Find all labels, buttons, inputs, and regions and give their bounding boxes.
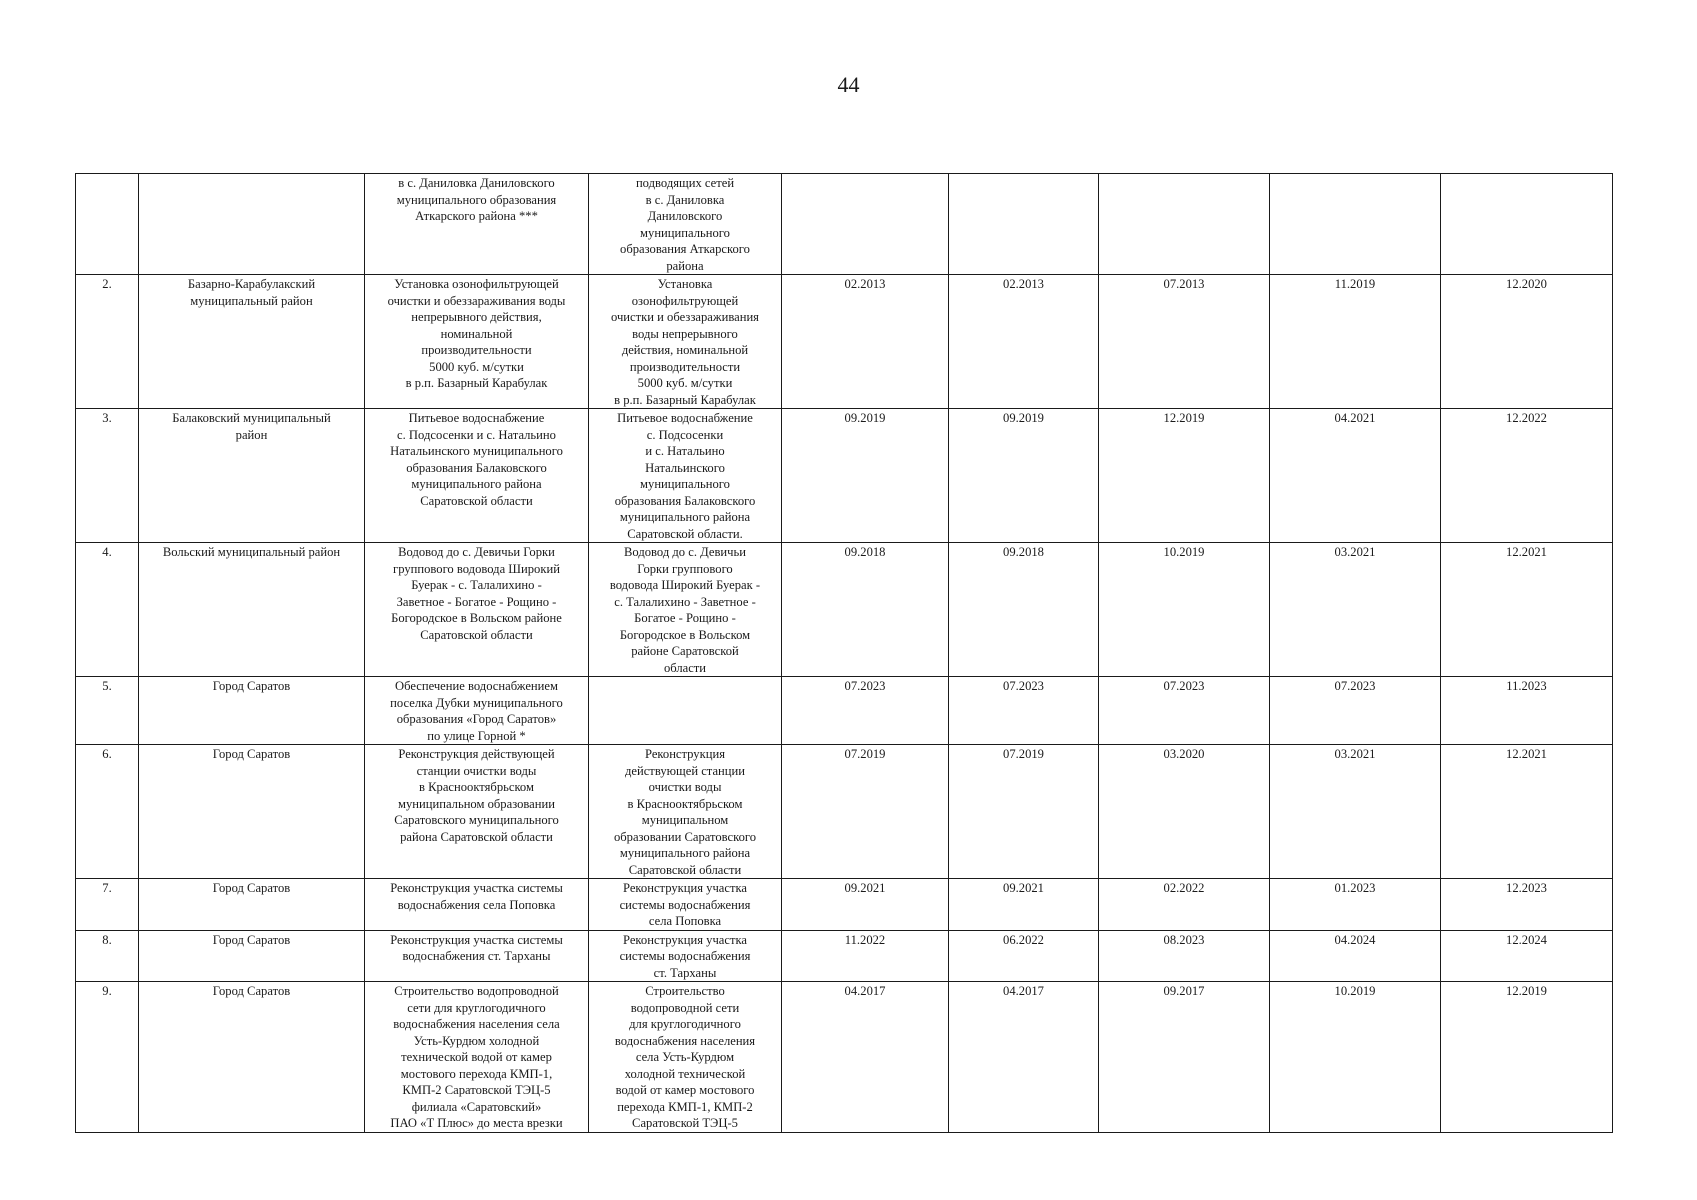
date-cell-3: 09.2017 bbox=[1099, 982, 1270, 1133]
date-cell-4: 10.2019 bbox=[1270, 982, 1441, 1133]
table-row bbox=[76, 879, 1613, 931]
row-number: 5. bbox=[76, 677, 139, 745]
date-cell-3: 07.2013 bbox=[1099, 275, 1270, 409]
date-cell-2: 09.2018 bbox=[949, 543, 1099, 677]
district-cell: Город Саратов bbox=[139, 982, 365, 1133]
table-row bbox=[76, 275, 1613, 409]
page-number: 44 bbox=[837, 72, 860, 97]
district-cell: Город Саратов bbox=[139, 879, 365, 931]
district-cell: Город Саратов bbox=[139, 930, 365, 982]
date-cell-5: 12.2022 bbox=[1441, 409, 1613, 543]
row-number: 3. bbox=[76, 409, 139, 543]
date-cell-2: 02.2013 bbox=[949, 275, 1099, 409]
object-cell: Обеспечение водоснабжением поселка Дубки муниципального образования «Город Саратов» по улице Горной * bbox=[365, 677, 589, 745]
object-cell: Установка озонофильтрующей очистки и обеззараживания воды непрерывного действия, номинальной производительности 5000 куб. м/сутки в р.п. Базарный Карабулак bbox=[365, 275, 589, 409]
description-cell bbox=[589, 677, 782, 745]
date-cell-4: 11.2019 bbox=[1270, 275, 1441, 409]
description-cell: подводящих сетей в с. Даниловка Даниловского муниципального образования Аткарского района bbox=[589, 174, 782, 275]
row-number: 8. bbox=[76, 930, 139, 982]
date-cell-5: 12.2024 bbox=[1441, 930, 1613, 982]
date-cell-1: 04.2017 bbox=[782, 982, 949, 1133]
date-cell-3: 07.2023 bbox=[1099, 677, 1270, 745]
row-number: 2. bbox=[76, 275, 139, 409]
date-cell-3: 10.2019 bbox=[1099, 543, 1270, 677]
description-cell: Водовод до с. Девичьи Горки группового водовода Широкий Буерак - с. Талалихино - Заветное - Богатое - Рощино - Богородское в Вольском районе Саратовской области bbox=[589, 543, 782, 677]
object-cell: Питьевое водоснабжение с. Подсосенки и с. Натальино Натальинского муниципального образования Балаковского муниципального района Саратовской области bbox=[365, 409, 589, 543]
object-cell: Реконструкция участка системы водоснабжения села Поповка bbox=[365, 879, 589, 931]
date-cell-4: 03.2021 bbox=[1270, 745, 1441, 879]
date-cell-4: 03.2021 bbox=[1270, 543, 1441, 677]
date-cell-1: 02.2013 bbox=[782, 275, 949, 409]
district-cell: Город Саратов bbox=[139, 677, 365, 745]
date-cell-5: 12.2020 bbox=[1441, 275, 1613, 409]
table-row bbox=[76, 745, 1613, 879]
date-cell-1: 09.2021 bbox=[782, 879, 949, 931]
date-cell-5: 12.2021 bbox=[1441, 745, 1613, 879]
description-cell: Реконструкция участка системы водоснабжения ст. Тарханы bbox=[589, 930, 782, 982]
date-cell-4: 04.2021 bbox=[1270, 409, 1441, 543]
date-cell-5: 12.2019 bbox=[1441, 982, 1613, 1133]
date-cell-1: 09.2018 bbox=[782, 543, 949, 677]
description-cell: Реконструкция участка системы водоснабжения села Поповка bbox=[589, 879, 782, 931]
date-cell-3 bbox=[1099, 174, 1270, 275]
date-cell-2 bbox=[949, 174, 1099, 275]
table-row bbox=[76, 174, 1613, 275]
date-cell-3: 03.2020 bbox=[1099, 745, 1270, 879]
date-cell-5 bbox=[1441, 174, 1613, 275]
date-cell-2: 07.2019 bbox=[949, 745, 1099, 879]
date-cell-3: 12.2019 bbox=[1099, 409, 1270, 543]
row-number: 7. bbox=[76, 879, 139, 931]
description-cell: Строительство водопроводной сети для круглогодичного водоснабжения населения села Усть-Курдюм холодной технической водой от камер мостового перехода КМП-1, КМП-2 Саратовской ТЭЦ-5 bbox=[589, 982, 782, 1133]
date-cell-2: 09.2021 bbox=[949, 879, 1099, 931]
row-number: 9. bbox=[76, 982, 139, 1133]
object-cell: Водовод до с. Девичьи Горки группового водовода Широкий Буерак - с. Талалихино - Заветное - Богатое - Рощино - Богородское в Вольском районе Саратовской области bbox=[365, 543, 589, 677]
district-cell: Город Саратов bbox=[139, 745, 365, 879]
description-cell: Питьевое водоснабжение с. Подсосенки и с. Натальино Натальинского муниципального образования Балаковского муниципального района Саратовской области. bbox=[589, 409, 782, 543]
date-cell-2: 06.2022 bbox=[949, 930, 1099, 982]
date-cell-1: 07.2019 bbox=[782, 745, 949, 879]
district-cell: Балаковский муниципальный район bbox=[139, 409, 365, 543]
table-row bbox=[76, 543, 1613, 677]
date-cell-5: 12.2023 bbox=[1441, 879, 1613, 931]
object-cell: Реконструкция участка системы водоснабжения ст. Тарханы bbox=[365, 930, 589, 982]
date-cell-5: 12.2021 bbox=[1441, 543, 1613, 677]
description-cell: Установка озонофильтрующей очистки и обеззараживания воды непрерывного действия, номинальной производительности 5000 куб. м/сутки в р.п. Базарный Карабулак bbox=[589, 275, 782, 409]
date-cell-1: 07.2023 bbox=[782, 677, 949, 745]
date-cell-1: 09.2019 bbox=[782, 409, 949, 543]
date-cell-2: 07.2023 bbox=[949, 677, 1099, 745]
description-cell: Реконструкция действующей станции очистки воды в Краснооктябрьском муниципальном образовании Саратовского муниципального района Саратовской области bbox=[589, 745, 782, 879]
row-number: 6. bbox=[76, 745, 139, 879]
table-row bbox=[76, 677, 1613, 745]
table-row bbox=[76, 930, 1613, 982]
date-cell-1: 11.2022 bbox=[782, 930, 949, 982]
date-cell-4 bbox=[1270, 174, 1441, 275]
date-cell-4: 07.2023 bbox=[1270, 677, 1441, 745]
date-cell-3: 08.2023 bbox=[1099, 930, 1270, 982]
object-cell: Реконструкция действующей станции очистки воды в Краснооктябрьском муниципальном образовании Саратовского муниципального района Саратовской области bbox=[365, 745, 589, 879]
table-row bbox=[76, 409, 1613, 543]
table-row bbox=[76, 982, 1613, 1133]
object-cell: в с. Даниловка Даниловского муниципального образования Аткарского района *** bbox=[365, 174, 589, 275]
date-cell-2: 09.2019 bbox=[949, 409, 1099, 543]
date-cell-4: 04.2024 bbox=[1270, 930, 1441, 982]
district-cell bbox=[139, 174, 365, 275]
projects-table bbox=[75, 173, 1613, 1133]
district-cell: Вольский муниципальный район bbox=[139, 543, 365, 677]
date-cell-1 bbox=[782, 174, 949, 275]
row-number bbox=[76, 174, 139, 275]
district-cell: Базарно-Карабулакский муниципальный район bbox=[139, 275, 365, 409]
date-cell-5: 11.2023 bbox=[1441, 677, 1613, 745]
date-cell-3: 02.2022 bbox=[1099, 879, 1270, 931]
date-cell-2: 04.2017 bbox=[949, 982, 1099, 1133]
object-cell: Строительство водопроводной сети для круглогодичного водоснабжения населения села Усть-Курдюм холодной технической водой от камер мостового перехода КМП-1, КМП-2 Саратовской ТЭЦ-5 филиала «Саратовский» ПАО «Т Плюс» до места врезки bbox=[365, 982, 589, 1133]
row-number: 4. bbox=[76, 543, 139, 677]
date-cell-4: 01.2023 bbox=[1270, 879, 1441, 931]
